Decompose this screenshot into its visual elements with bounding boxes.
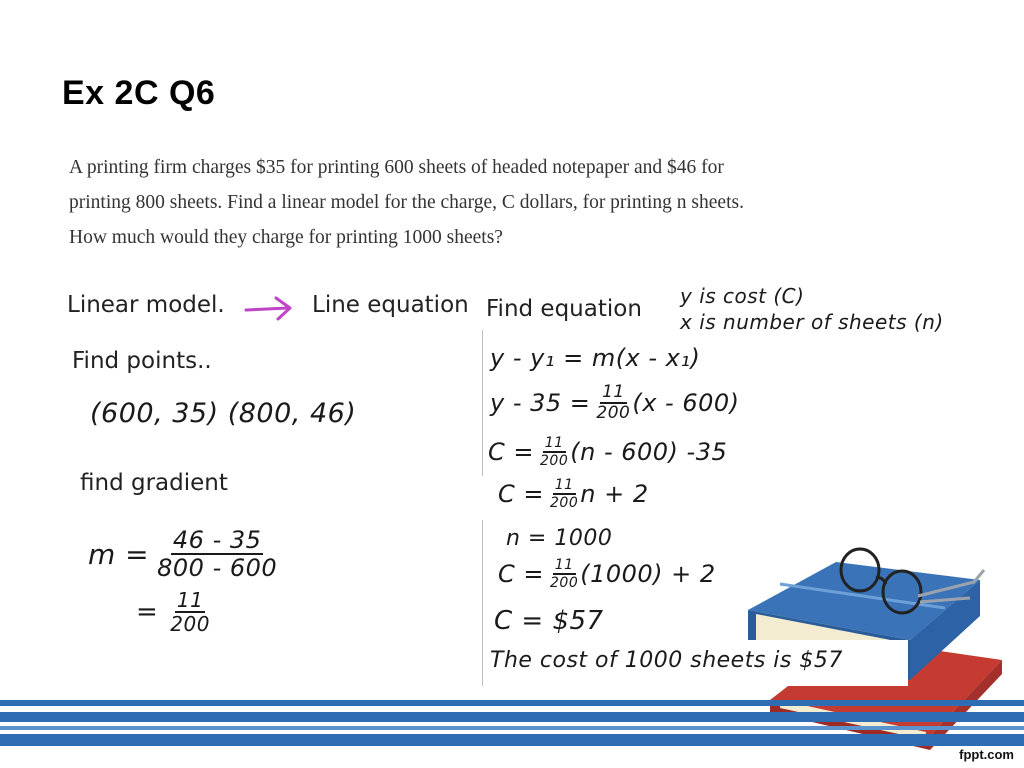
step-n-value: n = 1000: [506, 526, 613, 546]
fraction-numerator: 11: [544, 435, 564, 451]
footer-stripe-1: [0, 700, 1024, 706]
step-substitute-n: [498, 558, 716, 590]
m-label: m =: [88, 537, 150, 571]
gradient-denominator: 800 - 600: [157, 554, 278, 582]
footer-stripe-4: [0, 734, 1024, 746]
gradient-fraction: [157, 528, 277, 580]
divider-bottom: [482, 520, 483, 686]
step2-fraction: [596, 384, 630, 422]
step4-right: n + 2: [580, 480, 649, 508]
fraction-numerator: 11: [602, 382, 625, 402]
question-line-2: printing 800 sheets. Find a linear model for the charge, C dollars, for printing n sheets.: [69, 192, 744, 213]
step-substitute: [490, 384, 740, 422]
slide-title: Ex 2C Q6: [62, 74, 216, 112]
arrow-icon: [244, 294, 296, 322]
find-points-label: Find points..: [72, 348, 212, 374]
find-equation-label: Find equation: [486, 296, 642, 322]
step-c-form: [488, 436, 727, 468]
result-denominator: 200: [170, 612, 210, 636]
footer-stripe-3: [0, 726, 1024, 730]
note-y-cost: y is cost (C): [680, 284, 805, 308]
gradient-result: [136, 590, 212, 634]
points-handwriting: (600, 35) (800, 46): [90, 398, 357, 429]
step4-left: C =: [498, 480, 544, 508]
result-numerator: 11: [176, 588, 204, 612]
fraction-denominator: 200: [596, 403, 631, 423]
question-text: [69, 150, 929, 255]
step-point-slope: y - y₁ = m(x - x₁): [490, 344, 701, 372]
step3-fraction: [540, 436, 568, 468]
step2-right: (x - 600): [632, 389, 740, 417]
step3-right: (n - 600) -35: [570, 438, 728, 466]
step-linear-model: [498, 478, 649, 510]
result-fraction: [170, 590, 210, 634]
fraction-denominator: 200: [550, 575, 579, 591]
equals-sign: =: [136, 597, 159, 627]
line-equation-label: Line equation: [312, 292, 469, 318]
fraction-numerator: 11: [554, 557, 574, 573]
footer-stripe-2: [0, 712, 1024, 722]
question-line-3: How much would they charge for printing 1000 sheets?: [69, 227, 503, 248]
footer-logo: fppt.com: [959, 747, 1014, 762]
fraction-denominator: 200: [550, 495, 579, 511]
step3-left: C =: [488, 438, 534, 466]
conclusion-text: The cost of 1000 sheets is $57: [490, 648, 843, 673]
gradient-equation: [88, 528, 279, 580]
find-gradient-label: find gradient: [80, 470, 228, 496]
step6-fraction: [550, 558, 578, 590]
linear-model-label: Linear model.: [67, 292, 225, 318]
step2-left: y - 35 =: [490, 389, 591, 417]
question-line-1: A printing firm charges $35 for printing 600 sheets of headed notepaper and $46 for: [69, 157, 724, 178]
note-x-sheets: x is number of sheets (n): [680, 310, 944, 334]
gradient-numerator: 46 - 35: [172, 526, 262, 554]
fraction-numerator: 11: [554, 477, 574, 493]
divider-top: [482, 330, 483, 476]
step6-right: (1000) + 2: [580, 560, 716, 588]
fraction-denominator: 200: [540, 453, 569, 469]
step6-left: C =: [498, 560, 544, 588]
step-answer: C = $57: [494, 606, 604, 636]
step4-fraction: [550, 478, 578, 510]
